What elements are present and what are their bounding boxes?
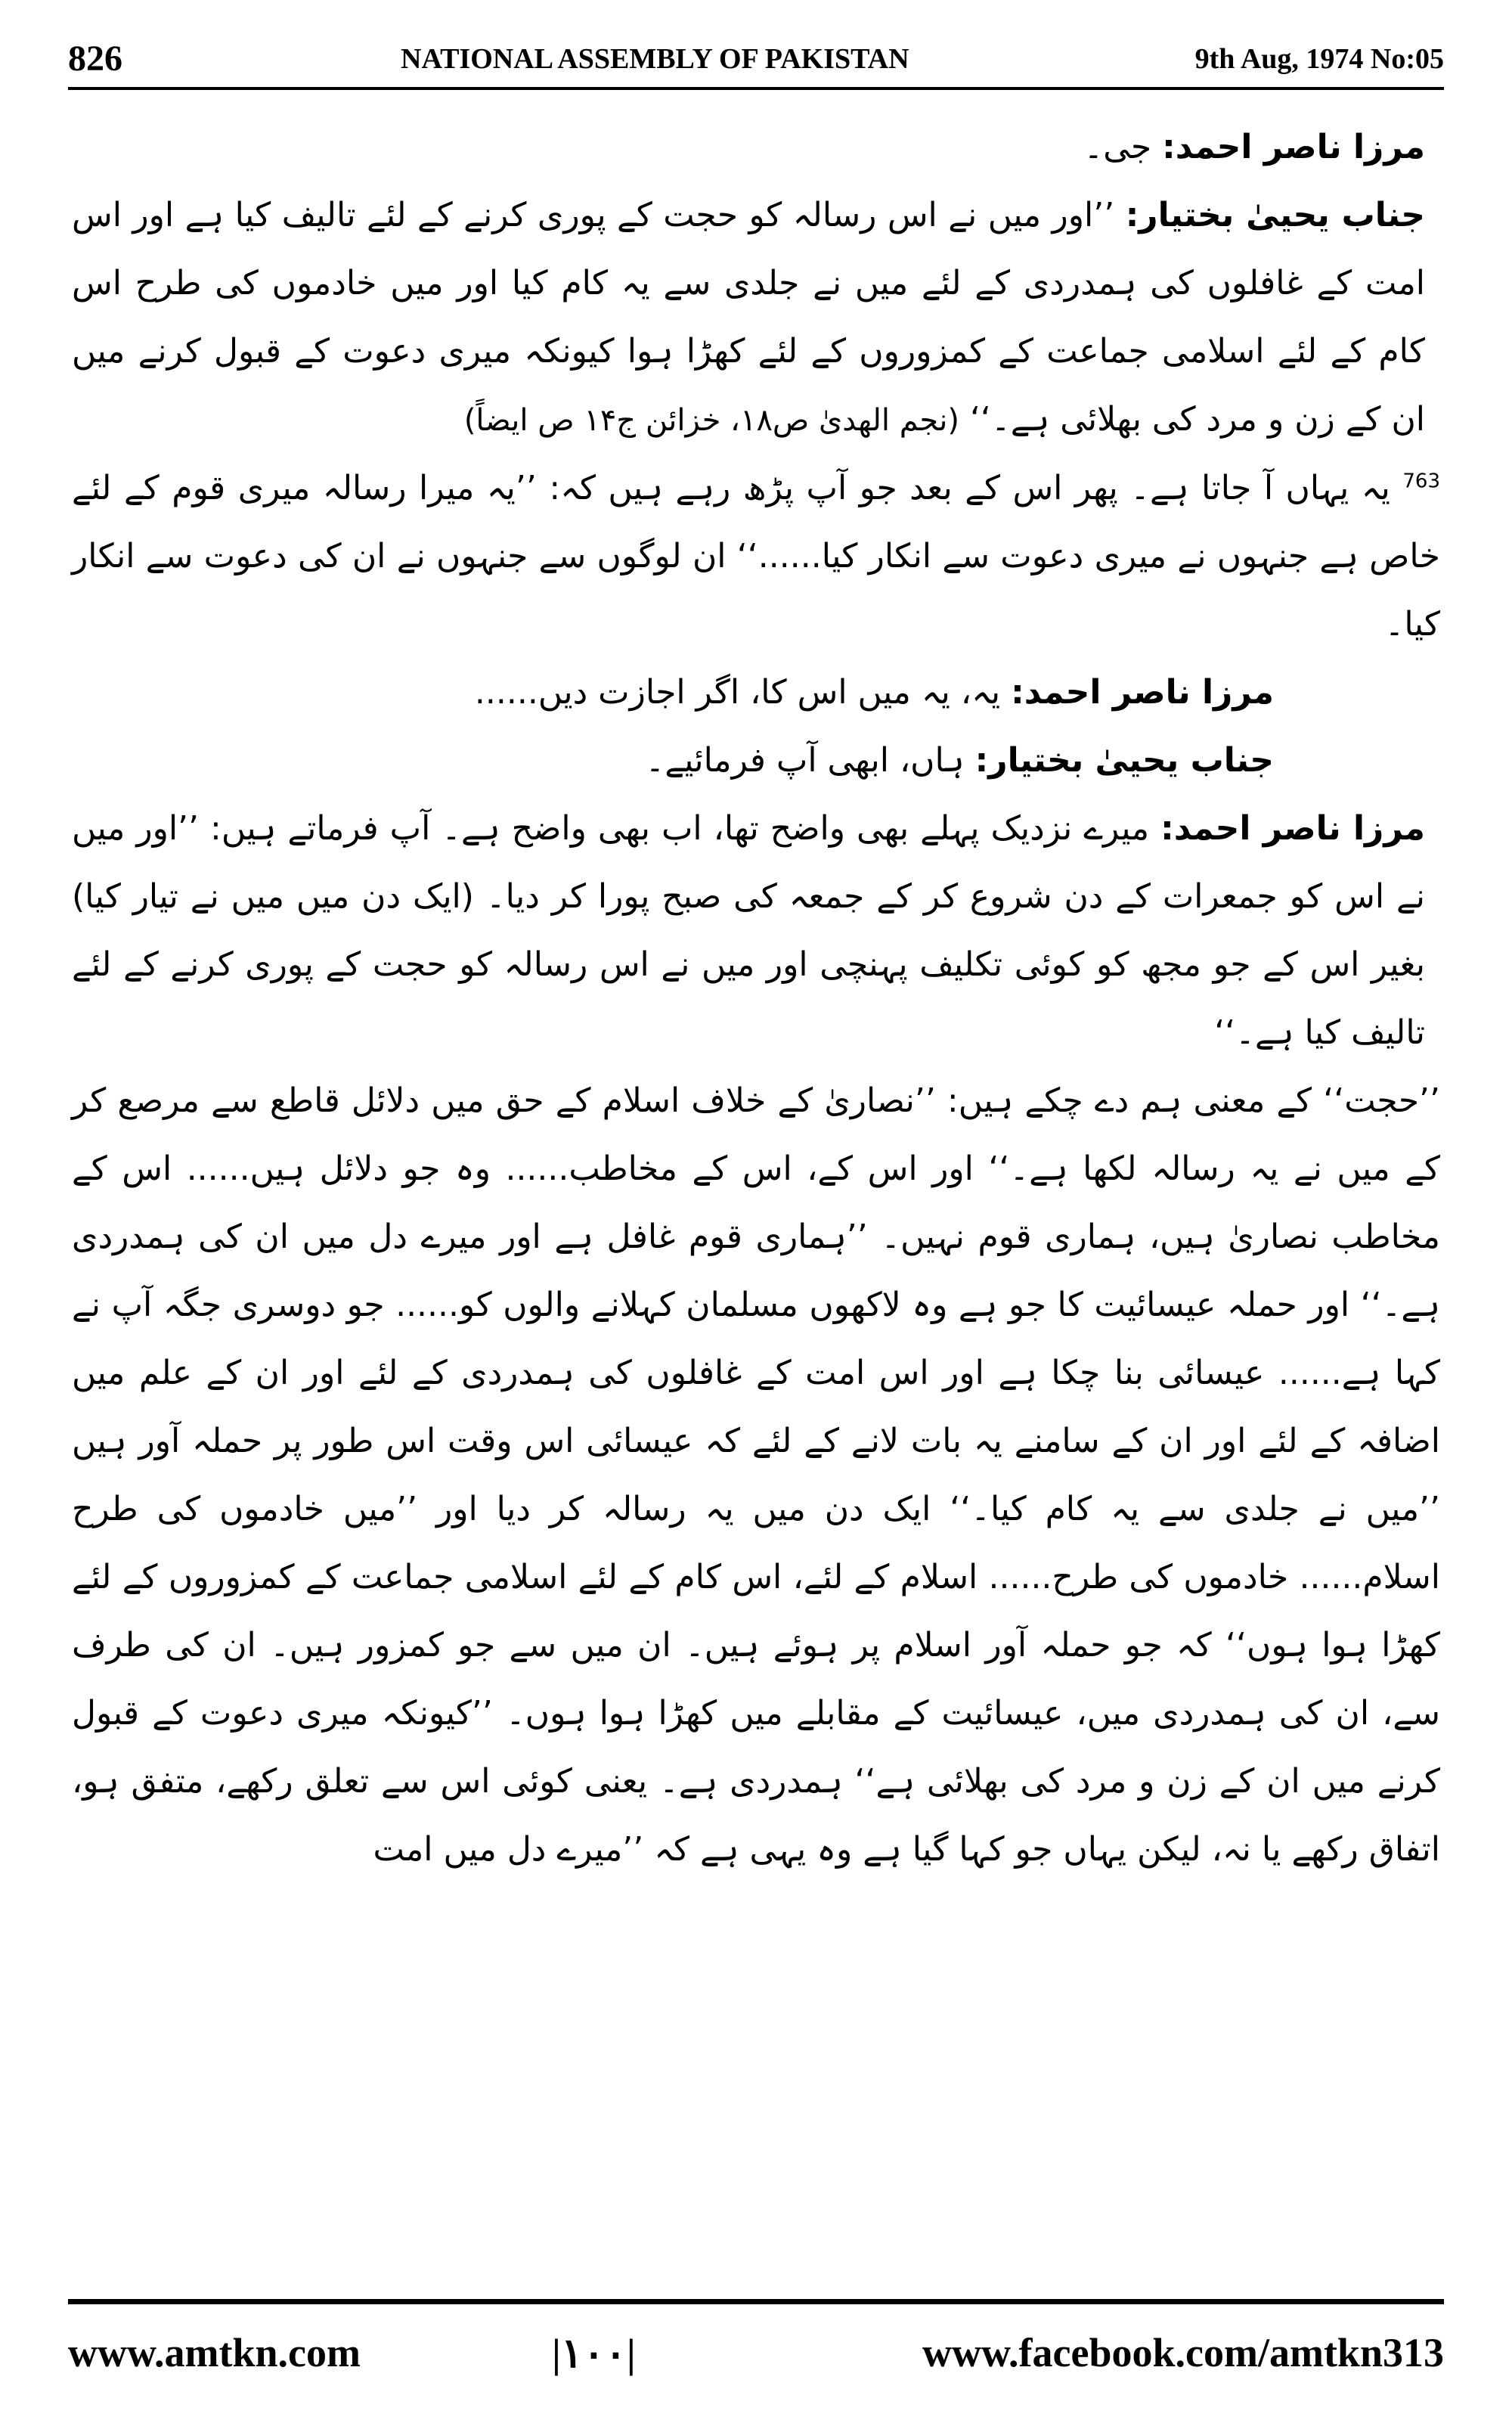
line-5 — [72, 727, 1440, 795]
header-rule — [68, 87, 1444, 90]
facebook-link[interactable]: www.facebook.com/amtkn313 — [922, 2330, 1444, 2375]
paragraph-7 — [72, 1067, 1440, 1884]
speaker-label: جناب یحییٰ بختیار: — [974, 741, 1274, 780]
citation: (نجم الھدیٰ ص۱۸، خزائن ج۱۴ ص ایضاً) — [463, 403, 959, 438]
paragraph-text: یہ یہاں آ جاتا ہے۔ پھر اس کے بعد جو آپ پڑھ رہے ہیں کہ: ’’یہ میرا رسالہ میری قوم کے لئے خاص ہے جنہوں نے میری دعوت سے انکار کیا......‘‘ ان لوگوں سے جنہوں نے ان کی دعوت سے انکار کیا۔ — [72, 469, 1440, 644]
paragraph-3 — [72, 455, 1440, 659]
speech-text: ’’اور میں نے اس رسالہ کو حجت کے پوری کرنے کے لئے تالیف کیا ہے اور اس امت کے غافلوں کی ہمدردی کے لئے میں نے جلدی سے یہ کام کیا اور میں خادموں کی طرح اس کام کے لئے اسلامی جماعت کے کمزوروں کے لئے کھڑا ہوا کیونکہ میری دعوت کے قبول کرنے میں ان کے زن و مرد کی بھلائی ہے۔‘‘ — [72, 196, 1425, 439]
paragraph-text: ’’حجت‘‘ کے معنی ہم دے چکے ہیں: ’’نصاریٰ کے خلاف اسلام کے حق میں دلائل قاطع سے مرصع کر کے میں نے یہ رسالہ لکھا ہے۔‘‘ اور اس کے، اس کے مخاطب...... وہ جو دلائل ہیں...... اس کے مخاطب نصاریٰ ہیں، ہماری قوم نہیں۔ ’’ہماری قوم غافل ہے اور میرے دل میں ان کی ہمدردی ہے۔‘‘ اور حملہ عیسائیت کا جو ہے وہ لاکھوں مسلمان کہلانے والوں کو...... جو دوسری جگہ آپ نے کہا ہے...... عیسائی بنا چکا ہے اور اس امت کے غافلوں کی ہمدردی کے لئے اور ان کے علم میں اضافہ کے لئے اور ان کے سامنے یہ بات لانے کے لئے کہ عیسائی اس وقت اس طور پر حملہ آور ہیں ’’میں نے جلدی سے یہ کام کیا۔‘‘ ایک دن میں یہ رسالہ کر دیا اور ’’میں خادموں کی طرح اسلام...... خادموں کی طرح...... اسلام کے لئے، اس کام کے لئے اسلامی جماعت کے کمزوروں کے لئے کھڑا ہوا ہوں‘‘ کہ جو حملہ آور اسلام پر ہوئے ہیں۔ ان میں سے جو کمزور ہیں۔ ان کی طرف سے، ان کی ہمدردی میں، عیسائیت کے مقابلے میں کھڑا ہوا ہوں۔ ’’کیونکہ میری دعوت کے قبول کرنے میں ان کے زن و مرد کی بھلائی ہے‘‘ ہمدردی ہے۔ یعنی کوئی اس سے تعلق رکھے، متفق ہو، اتفاق رکھے یا نہ، لیکن یہاں جو کہا گیا ہے وہ یہی ہے کہ ’’میرے دل میں امت — [72, 1081, 1440, 1869]
speaker-label: مرزا ناصر احمد: — [1011, 673, 1274, 712]
header-title: NATIONAL ASSEMBLY OF PAKISTAN — [401, 43, 909, 75]
paragraph-6 — [72, 795, 1440, 1067]
header-date-issue: 9th Aug, 1974 No:05 — [1194, 43, 1444, 75]
footnote-marker: 763 — [1402, 470, 1440, 493]
line-1 — [72, 113, 1440, 182]
paragraph-2 — [72, 182, 1440, 455]
page-content — [72, 113, 1440, 1884]
speech-text: یہ، یہ میں اس کا، اگر اجازت دیں...... — [474, 673, 1012, 712]
speaker-label: جناب یحییٰ بختیار: — [1125, 196, 1426, 234]
speaker-label: مرزا ناصر احمد: — [1162, 128, 1425, 166]
speech-text: میرے نزدیک پہلے بھی واضح تھا، اب بھی واضح ہے۔ آپ فرماتے ہیں: ’’اور میں نے اس کو جمعرات کے دن شروع کر کے جمعہ کی صبح پورا کر دیا۔ (ایک دن میں میں نے تیار کیا) بغیر اس کے جو مجھ کو کوئی تکلیف پہنچی اور میں نے اس رسالہ کو حجت کے پوری کرنے کے لئے تالیف کیا ہے۔‘‘ — [72, 809, 1426, 1052]
speech-text: جی۔ — [1083, 128, 1163, 166]
page-footer — [68, 2329, 1444, 2397]
website-link[interactable]: www.amtkn.com — [68, 2330, 361, 2375]
footer-rule — [68, 2299, 1444, 2304]
speaker-label: مرزا ناصر احمد: — [1160, 809, 1425, 848]
page-header — [68, 38, 1444, 91]
book-page-number: |۱۰۰| — [552, 2331, 636, 2376]
speech-text: ہاں، ابھی آپ فرمائیے۔ — [645, 741, 975, 780]
line-4 — [72, 659, 1440, 727]
page-number: 826 — [68, 39, 122, 79]
